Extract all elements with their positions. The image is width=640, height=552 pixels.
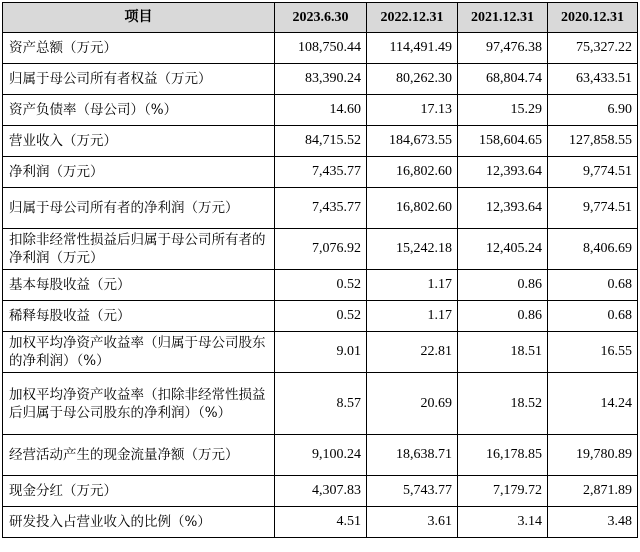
row-value-2023-6-30: 4,307.83 xyxy=(275,476,367,507)
table-row xyxy=(3,157,638,188)
row-value-2020-12-31: 2,871.89 xyxy=(548,476,638,507)
row-label: 基本每股收益（元） xyxy=(3,270,275,301)
financial-indicators-table xyxy=(2,2,638,538)
table-row xyxy=(3,95,638,126)
row-value-2022-12-31: 114,491.49 xyxy=(367,33,458,64)
row-label: 现金分红（万元） xyxy=(3,476,275,507)
row-label: 扣除非经常性损益后归属于母公司所有者的净利润（万元） xyxy=(3,229,275,270)
row-label: 加权平均净资产收益率（归属于母公司股东的净利润）（%） xyxy=(3,332,275,373)
header-2022-12-31: 2022.12.31 xyxy=(367,3,458,33)
row-value-2022-12-31: 1.17 xyxy=(367,270,458,301)
row-value-2021-12-31: 12,393.64 xyxy=(458,188,548,229)
row-value-2021-12-31: 68,804.74 xyxy=(458,64,548,95)
row-value-2021-12-31: 97,476.38 xyxy=(458,33,548,64)
row-value-2021-12-31: 12,405.24 xyxy=(458,229,548,270)
row-value-2022-12-31: 15,242.18 xyxy=(367,229,458,270)
row-value-2020-12-31: 127,858.55 xyxy=(548,126,638,157)
table-row xyxy=(3,270,638,301)
row-value-2022-12-31: 20.69 xyxy=(367,373,458,435)
row-value-2021-12-31: 3.14 xyxy=(458,507,548,538)
row-label: 资产负债率（母公司）（%） xyxy=(3,95,275,126)
row-value-2022-12-31: 1.17 xyxy=(367,301,458,332)
header-item: 项目 xyxy=(3,3,275,33)
row-value-2020-12-31: 9,774.51 xyxy=(548,188,638,229)
row-value-2021-12-31: 0.86 xyxy=(458,270,548,301)
table-row xyxy=(3,301,638,332)
table-row xyxy=(3,373,638,435)
row-value-2021-12-31: 15.29 xyxy=(458,95,548,126)
row-value-2020-12-31: 3.48 xyxy=(548,507,638,538)
row-value-2022-12-31: 80,262.30 xyxy=(367,64,458,95)
table-row xyxy=(3,476,638,507)
row-value-2020-12-31: 75,327.22 xyxy=(548,33,638,64)
row-label: 稀释每股收益（元） xyxy=(3,301,275,332)
row-value-2023-6-30: 9,100.24 xyxy=(275,435,367,476)
row-value-2022-12-31: 5,743.77 xyxy=(367,476,458,507)
row-value-2020-12-31: 6.90 xyxy=(548,95,638,126)
row-label: 加权平均净资产收益率（扣除非经常性损益后归属于母公司股东的净利润）（%） xyxy=(3,373,275,435)
table-row xyxy=(3,229,638,270)
row-value-2021-12-31: 158,604.65 xyxy=(458,126,548,157)
row-value-2023-6-30: 108,750.44 xyxy=(275,33,367,64)
row-value-2023-6-30: 9.01 xyxy=(275,332,367,373)
row-value-2023-6-30: 0.52 xyxy=(275,301,367,332)
row-value-2023-6-30: 14.60 xyxy=(275,95,367,126)
row-value-2022-12-31: 3.61 xyxy=(367,507,458,538)
table-row xyxy=(3,332,638,373)
row-value-2023-6-30: 8.57 xyxy=(275,373,367,435)
header-2021-12-31: 2021.12.31 xyxy=(458,3,548,33)
row-value-2023-6-30: 7,435.77 xyxy=(275,188,367,229)
row-label: 净利润（万元） xyxy=(3,157,275,188)
row-value-2020-12-31: 8,406.69 xyxy=(548,229,638,270)
row-value-2020-12-31: 0.68 xyxy=(548,301,638,332)
row-value-2022-12-31: 22.81 xyxy=(367,332,458,373)
table-row xyxy=(3,188,638,229)
row-value-2023-6-30: 0.52 xyxy=(275,270,367,301)
row-value-2021-12-31: 0.86 xyxy=(458,301,548,332)
row-label: 研发投入占营业收入的比例（%） xyxy=(3,507,275,538)
row-value-2022-12-31: 16,802.60 xyxy=(367,188,458,229)
row-label: 经营活动产生的现金流量净额（万元） xyxy=(3,435,275,476)
table-header-row xyxy=(3,3,638,33)
row-value-2022-12-31: 16,802.60 xyxy=(367,157,458,188)
row-value-2023-6-30: 83,390.24 xyxy=(275,64,367,95)
row-value-2023-6-30: 84,715.52 xyxy=(275,126,367,157)
header-2023-6-30: 2023.6.30 xyxy=(275,3,367,33)
row-value-2020-12-31: 63,433.51 xyxy=(548,64,638,95)
row-label: 资产总额（万元） xyxy=(3,33,275,64)
row-value-2021-12-31: 18.52 xyxy=(458,373,548,435)
table-row xyxy=(3,64,638,95)
table-body xyxy=(3,33,638,538)
row-value-2023-6-30: 7,435.77 xyxy=(275,157,367,188)
row-value-2020-12-31: 14.24 xyxy=(548,373,638,435)
row-value-2021-12-31: 12,393.64 xyxy=(458,157,548,188)
table-row xyxy=(3,507,638,538)
row-value-2021-12-31: 16,178.85 xyxy=(458,435,548,476)
row-value-2023-6-30: 4.51 xyxy=(275,507,367,538)
table-row xyxy=(3,33,638,64)
row-label: 归属于母公司所有者权益（万元） xyxy=(3,64,275,95)
row-label: 归属于母公司所有者的净利润（万元） xyxy=(3,188,275,229)
header-2020-12-31: 2020.12.31 xyxy=(548,3,638,33)
row-value-2020-12-31: 0.68 xyxy=(548,270,638,301)
table-row xyxy=(3,126,638,157)
table-row xyxy=(3,435,638,476)
financial-table-container xyxy=(2,2,638,538)
row-value-2022-12-31: 18,638.71 xyxy=(367,435,458,476)
row-label: 营业收入（万元） xyxy=(3,126,275,157)
row-value-2020-12-31: 19,780.89 xyxy=(548,435,638,476)
row-value-2020-12-31: 16.55 xyxy=(548,332,638,373)
row-value-2022-12-31: 17.13 xyxy=(367,95,458,126)
row-value-2021-12-31: 18.51 xyxy=(458,332,548,373)
row-value-2022-12-31: 184,673.55 xyxy=(367,126,458,157)
row-value-2021-12-31: 7,179.72 xyxy=(458,476,548,507)
row-value-2023-6-30: 7,076.92 xyxy=(275,229,367,270)
row-value-2020-12-31: 9,774.51 xyxy=(548,157,638,188)
